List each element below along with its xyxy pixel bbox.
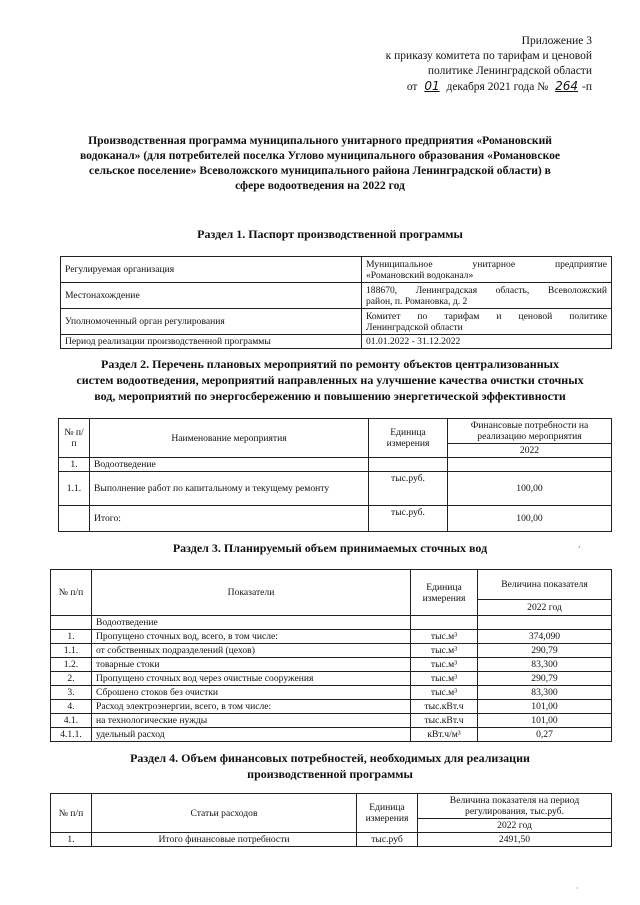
row-name: товарные стоки [92,658,411,672]
passport-value-line: «Романовский водоканал» [366,269,474,281]
passport-label: Период реализации производственной программы [61,335,362,349]
header-unit: Единица измерения [357,794,418,833]
passport-value-line: Комитет по тарифам и ценовой политике [366,310,607,322]
group-label: Водоотведение [92,616,411,630]
table-row [59,472,612,506]
appendix-line-1: Приложение 3 [521,35,592,47]
row-no: 3. [51,686,92,700]
appendix-day: 01 [424,79,440,93]
title-line-1: Производственная программа муниципального унитарного предприятия «Романовский [88,134,552,147]
row-name: Расход электроэнергии, всего, в том числе: [92,700,411,714]
row-no: 1.1. [59,472,90,506]
header-no: № п/п [51,570,92,616]
row-unit: тыс.руб. [369,472,448,506]
row-no: 2. [51,672,92,686]
row-name: Водоотведение [90,458,369,472]
row-unit: тыс.м³ [411,658,478,672]
table-row [51,672,612,686]
row-value: 83,300 [478,658,612,672]
section2-heading-line-1: Раздел 2. Перечень плановых мероприятий по ремонту объектов централизованных [101,357,559,371]
section2-heading-line-3: вод, мероприятий по энергосбережению и повышению энергетической эффективности [94,389,566,403]
appendix-line-4 [332,79,592,95]
row-unit: тыс.руб. [369,506,448,532]
appendix-number: 264 [555,79,579,93]
table-row [51,644,612,658]
passport-value-line: 188670, Ленинградская область, Всеволожский [366,284,607,296]
section3-heading: Раздел 3. Планируемый объем принимаемых сточных вод [172,541,488,555]
row-value: 101,00 [478,714,612,728]
row-value: 101,00 [478,700,612,714]
row-value: 290,79 [478,644,612,658]
row-no: 1.2. [51,658,92,672]
appendix-suffix: -п [582,81,592,93]
row-value: 100,00 [448,506,612,532]
table-row [51,833,612,847]
row-unit: тыс.м³ [411,672,478,686]
header-year: 2022 год [418,819,612,833]
table-row [61,257,612,283]
row-no: 1. [51,833,92,847]
table-row [51,794,612,819]
header-year: 2022 год [478,600,612,616]
row-value: 374,090 [478,630,612,644]
section1-heading: Раздел 1. Паспорт производственной программы [197,227,463,241]
section4-heading-line-1: Раздел 4. Объем финансовых потребностей, необходимых для реализации [130,751,530,765]
row-name: Выполнение работ по капитальному и текущему ремонту [90,472,369,506]
passport-label: Уполномоченный орган регулирования [61,309,362,335]
row-name: Пропущено сточных вод, всего, в том числе: [92,630,411,644]
row-unit [411,616,478,630]
table-row [59,506,612,532]
appendix-line-2: к приказу комитета по тарифам и ценовой [385,50,592,62]
row-name: Пропущено сточных вод через очистные сооружения [92,672,411,686]
scan-mark: , [578,540,581,549]
section4-heading [60,750,600,782]
table-row [61,335,612,349]
row-unit: кВт.ч/м³ [411,728,478,742]
table-row [51,616,612,630]
passport-table [60,256,612,349]
row-value [478,616,612,630]
row-no: 4.1.1. [51,728,92,742]
row-value: 0,27 [478,728,612,742]
header-year: 2022 [448,444,612,458]
appendix-prefix: от [406,81,418,93]
row-no [51,616,92,630]
section2-heading [40,356,620,404]
header-name: Наименование мероприятия [90,419,369,458]
header-unit: Единица измерения [369,419,448,458]
passport-value [362,309,612,335]
header-name: Статьи расходов [92,794,357,833]
header-name: Показатели [92,570,411,616]
row-no [59,506,90,532]
finance-table [50,793,612,847]
header-unit: Единица измерения [411,570,478,616]
passport-value-line: Ленинградской области [366,321,463,333]
row-value: 290,79 [478,672,612,686]
passport-value [362,283,612,309]
row-value: 2491,50 [418,833,612,847]
row-name: Сброшено стоков без очистки [92,686,411,700]
table-row [51,728,612,742]
row-value: 100,00 [448,472,612,506]
passport-label: Регулируемая организация [61,257,362,283]
title-line-2: водоканал» (для потребителей поселка Углово муниципального образования «Романовское [79,149,561,162]
table-row [51,570,612,600]
table-row [61,309,612,335]
row-no: 4.1. [51,714,92,728]
row-value [448,458,612,472]
section4-heading-line-2: производственной программы [247,767,413,781]
header-value: Величина показателя на период регулирования, тыс.руб. [418,794,612,819]
appendix-header [332,34,592,95]
section2-heading-line-2: систем водоотведения, мероприятий направленных на улучшение качества очистки сточных [76,373,584,387]
program-title [70,133,570,193]
scan-mark: · [576,884,579,893]
title-line-4: сфере водоотведения на 2022 год [235,179,405,192]
table-row [59,458,612,472]
passport-value-line: Муниципальное унитарное предприятие [366,258,607,270]
table-row [59,419,612,444]
row-unit: тыс.руб [357,833,418,847]
appendix-month-year: декабря 2021 года № [446,81,549,93]
row-no: 1. [59,458,90,472]
row-unit: тыс.м³ [411,686,478,700]
appendix-line-3: политике Ленинградской области [427,65,592,77]
row-unit: тыс.м³ [411,630,478,644]
passport-value [362,257,612,283]
header-finance: Финансовые потребности на реализацию мероприятия [448,419,612,444]
title-line-3: сельское поселение» Всеволожского муниципального района Ленинградской области) в [89,164,551,177]
activities-table [58,418,612,532]
header-value: Величина показателя [478,570,612,600]
passport-label: Местонахождение [61,283,362,309]
passport-value: 01.01.2022 - 31.12.2022 [362,335,612,349]
row-name: Итого финансовые потребности [92,833,357,847]
table-row [51,714,612,728]
row-unit: тыс.кВт.ч [411,700,478,714]
table-row [51,658,612,672]
row-no: 1. [51,630,92,644]
row-unit: тыс.кВт.ч [411,714,478,728]
table-row [51,700,612,714]
row-name: на технологические нужды [92,714,411,728]
header-no: № п/п [59,419,90,458]
header-no: № п/п [51,794,92,833]
table-row [61,283,612,309]
row-no: 1.1. [51,644,92,658]
row-name: Итого: [90,506,369,532]
row-name: удельный расход [92,728,411,742]
table-row [51,686,612,700]
row-name: от собственных подразделений (цехов) [92,644,411,658]
passport-value-line: район, п. Романовка, д. 2 [366,295,468,307]
row-unit: тыс.м³ [411,644,478,658]
row-value: 83,300 [478,686,612,700]
row-unit [369,458,448,472]
row-no: 4. [51,700,92,714]
wastewater-table [50,569,612,742]
table-row [51,630,612,644]
